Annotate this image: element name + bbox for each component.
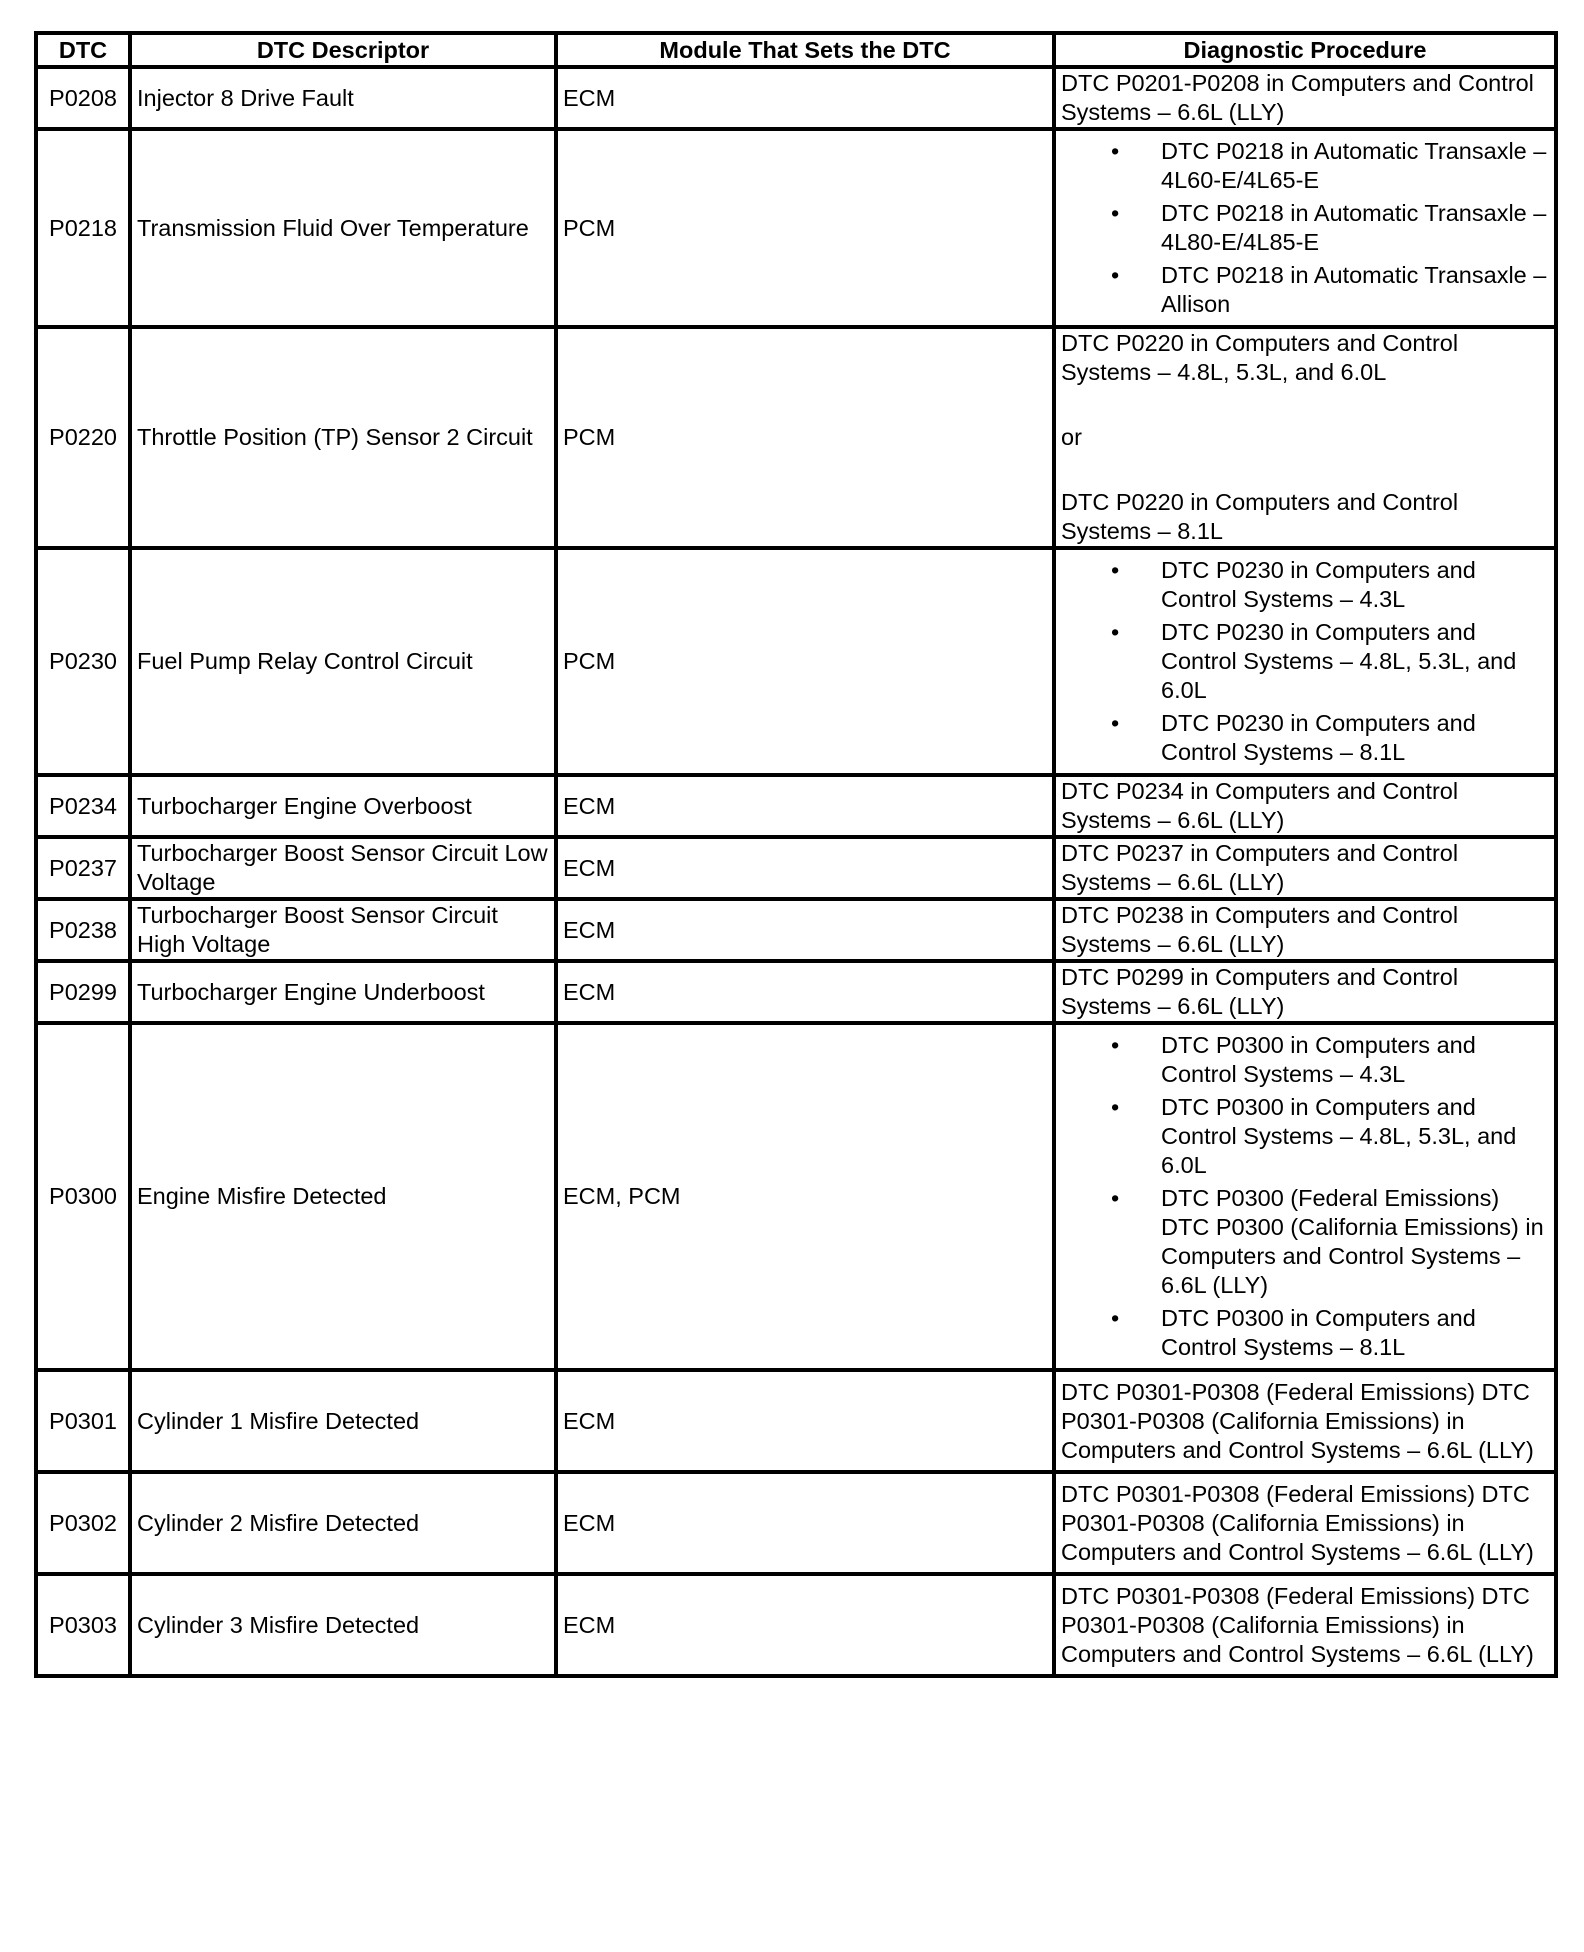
dtc-descriptor-cell: Injector 8 Drive Fault	[130, 67, 556, 129]
procedure-list-item	[1061, 1093, 1549, 1180]
module-cell: ECM	[556, 899, 1054, 961]
dtc-code-cell: P0302	[36, 1472, 130, 1574]
module-cell: ECM	[556, 67, 1054, 129]
dtc-code-cell: P0218	[36, 129, 130, 327]
bullet-icon: •	[1111, 138, 1120, 164]
bullet-icon: •	[1111, 557, 1120, 583]
header-diagnostic-procedure: Diagnostic Procedure	[1054, 33, 1556, 67]
procedure-item-text: DTC P0300 in Computers and Control Systems – 4.3L	[1161, 1032, 1476, 1087]
dtc-code-cell: P0234	[36, 775, 130, 837]
table-row	[36, 67, 1556, 129]
dtc-code-cell: P0299	[36, 961, 130, 1023]
procedure-paragraph: DTC P0220 in Computers and Control Systems – 4.8L, 5.3L, and 6.0L	[1061, 330, 1459, 385]
dtc-code-cell: P0220	[36, 327, 130, 548]
table-row	[36, 775, 1556, 837]
module-cell: ECM	[556, 1472, 1054, 1574]
module-cell: PCM	[556, 548, 1054, 775]
dtc-descriptor-cell: Engine Misfire Detected	[130, 1023, 556, 1370]
procedure-text: DTC P0301-P0308 (Federal Emissions) DTC P0301-P0308 (California Emissions) in Computers and Control Systems – 6.6L (LLY)	[1061, 1582, 1534, 1667]
diagnostic-procedure-cell	[1054, 1472, 1556, 1574]
table-body	[36, 67, 1556, 1676]
module-cell: ECM	[556, 1574, 1054, 1676]
dtc-descriptor-cell: Turbocharger Boost Sensor Circuit High Voltage	[130, 899, 556, 961]
table-row	[36, 837, 1556, 899]
dtc-descriptor-cell: Cylinder 2 Misfire Detected	[130, 1472, 556, 1574]
dtc-code-cell: P0208	[36, 67, 130, 129]
diagnostic-procedure-cell	[1054, 327, 1556, 548]
procedure-text: DTC P0301-P0308 (Federal Emissions) DTC P0301-P0308 (California Emissions) in Computers and Control Systems – 6.6L (LLY)	[1061, 1480, 1534, 1565]
diagnostic-procedure-cell	[1054, 775, 1556, 837]
module-cell: ECM, PCM	[556, 1023, 1054, 1370]
dtc-code-cell: P0238	[36, 899, 130, 961]
paragraph-spacer	[1061, 387, 1549, 423]
procedure-item-text: DTC P0300 in Computers and Control Systems – 8.1L	[1161, 1305, 1476, 1360]
procedure-paragraph: or	[1061, 424, 1082, 450]
paragraph-spacer	[1061, 452, 1549, 488]
procedure-text: DTC P0299 in Computers and Control Systems – 6.6L (LLY)	[1061, 964, 1459, 1019]
diagnostic-procedure-cell	[1054, 837, 1556, 899]
bullet-icon: •	[1111, 1185, 1120, 1211]
diagnostic-procedure-cell	[1054, 1023, 1556, 1370]
table-row	[36, 327, 1556, 548]
table-row	[36, 1370, 1556, 1472]
dtc-descriptor-cell: Fuel Pump Relay Control Circuit	[130, 548, 556, 775]
diagnostic-procedure-cell	[1054, 1370, 1556, 1472]
dtc-descriptor-cell: Cylinder 1 Misfire Detected	[130, 1370, 556, 1472]
procedure-item-text: DTC P0218 in Automatic Transaxle – 4L60-E/4L65-E	[1161, 138, 1547, 193]
procedure-list	[1061, 1031, 1549, 1362]
diagnostic-procedure-cell	[1054, 129, 1556, 327]
table-row	[36, 961, 1556, 1023]
module-cell: ECM	[556, 961, 1054, 1023]
module-cell: PCM	[556, 129, 1054, 327]
table-row	[36, 129, 1556, 327]
dtc-code-cell: P0300	[36, 1023, 130, 1370]
procedure-list	[1061, 137, 1549, 319]
procedure-list-item	[1061, 556, 1549, 614]
procedure-text: DTC P0301-P0308 (Federal Emissions) DTC P0301-P0308 (California Emissions) in Computers and Control Systems – 6.6L (LLY)	[1061, 1378, 1534, 1463]
bullet-icon: •	[1111, 710, 1120, 736]
procedure-list-item	[1061, 709, 1549, 767]
module-cell: ECM	[556, 1370, 1054, 1472]
table-row	[36, 1574, 1556, 1676]
dtc-descriptor-cell: Turbocharger Engine Underboost	[130, 961, 556, 1023]
table-row	[36, 548, 1556, 775]
procedure-item-text: DTC P0230 in Computers and Control Systems – 8.1L	[1161, 710, 1476, 765]
procedure-item-text: DTC P0218 in Automatic Transaxle – Allison	[1161, 262, 1547, 317]
diagnostic-procedure-cell	[1054, 961, 1556, 1023]
dtc-code-cell: P0237	[36, 837, 130, 899]
module-cell: ECM	[556, 775, 1054, 837]
dtc-table	[34, 31, 1558, 1678]
bullet-icon: •	[1111, 619, 1120, 645]
bullet-icon: •	[1111, 1032, 1120, 1058]
dtc-code-cell: P0301	[36, 1370, 130, 1472]
table-header-row	[36, 33, 1556, 67]
header-module: Module That Sets the DTC	[556, 33, 1054, 67]
procedure-item-text: DTC P0230 in Computers and Control Systems – 4.3L	[1161, 557, 1476, 612]
module-cell: PCM	[556, 327, 1054, 548]
procedure-paragraph: DTC P0220 in Computers and Control Systems – 8.1L	[1061, 489, 1459, 544]
procedure-list-item	[1061, 1304, 1549, 1362]
diagnostic-procedure-cell	[1054, 1574, 1556, 1676]
procedure-text: DTC P0234 in Computers and Control Systems – 6.6L (LLY)	[1061, 778, 1459, 833]
procedure-list-item	[1061, 618, 1549, 705]
table-row	[36, 899, 1556, 961]
procedure-item-text: DTC P0230 in Computers and Control Systems – 4.8L, 5.3L, and 6.0L	[1161, 619, 1517, 703]
procedure-list	[1061, 556, 1549, 767]
header-dtc: DTC	[36, 33, 130, 67]
bullet-icon: •	[1111, 262, 1120, 288]
dtc-descriptor-cell: Cylinder 3 Misfire Detected	[130, 1574, 556, 1676]
procedure-item-text: DTC P0218 in Automatic Transaxle – 4L80-E/4L85-E	[1161, 200, 1547, 255]
procedure-list-item	[1061, 137, 1549, 195]
dtc-descriptor-cell: Transmission Fluid Over Temperature	[130, 129, 556, 327]
diagnostic-procedure-cell	[1054, 899, 1556, 961]
dtc-code-cell: P0230	[36, 548, 130, 775]
table-row	[36, 1023, 1556, 1370]
dtc-code-cell: P0303	[36, 1574, 130, 1676]
bullet-icon: •	[1111, 1305, 1120, 1331]
module-cell: ECM	[556, 837, 1054, 899]
procedure-list-item	[1061, 1031, 1549, 1089]
procedure-list-item	[1061, 261, 1549, 319]
diagnostic-procedure-cell	[1054, 67, 1556, 129]
procedure-item-text: DTC P0300 in Computers and Control Systems – 4.8L, 5.3L, and 6.0L	[1161, 1094, 1517, 1178]
procedure-list-item	[1061, 199, 1549, 257]
procedure-text: DTC P0238 in Computers and Control Systems – 6.6L (LLY)	[1061, 902, 1459, 957]
procedure-text: DTC P0237 in Computers and Control Systems – 6.6L (LLY)	[1061, 840, 1459, 895]
diagnostic-procedure-cell	[1054, 548, 1556, 775]
procedure-list-item	[1061, 1184, 1549, 1300]
header-dtc-descriptor: DTC Descriptor	[130, 33, 556, 67]
dtc-descriptor-cell: Throttle Position (TP) Sensor 2 Circuit	[130, 327, 556, 548]
bullet-icon: •	[1111, 1094, 1120, 1120]
table-row	[36, 1472, 1556, 1574]
procedure-text: DTC P0201-P0208 in Computers and Control Systems – 6.6L (LLY)	[1061, 70, 1534, 125]
dtc-descriptor-cell: Turbocharger Engine Overboost	[130, 775, 556, 837]
bullet-icon: •	[1111, 200, 1120, 226]
procedure-item-text: DTC P0300 (Federal Emissions) DTC P0300 (California Emissions) in Computers and Control Systems – 6.6L (LLY)	[1161, 1185, 1544, 1298]
dtc-descriptor-cell: Turbocharger Boost Sensor Circuit Low Voltage	[130, 837, 556, 899]
